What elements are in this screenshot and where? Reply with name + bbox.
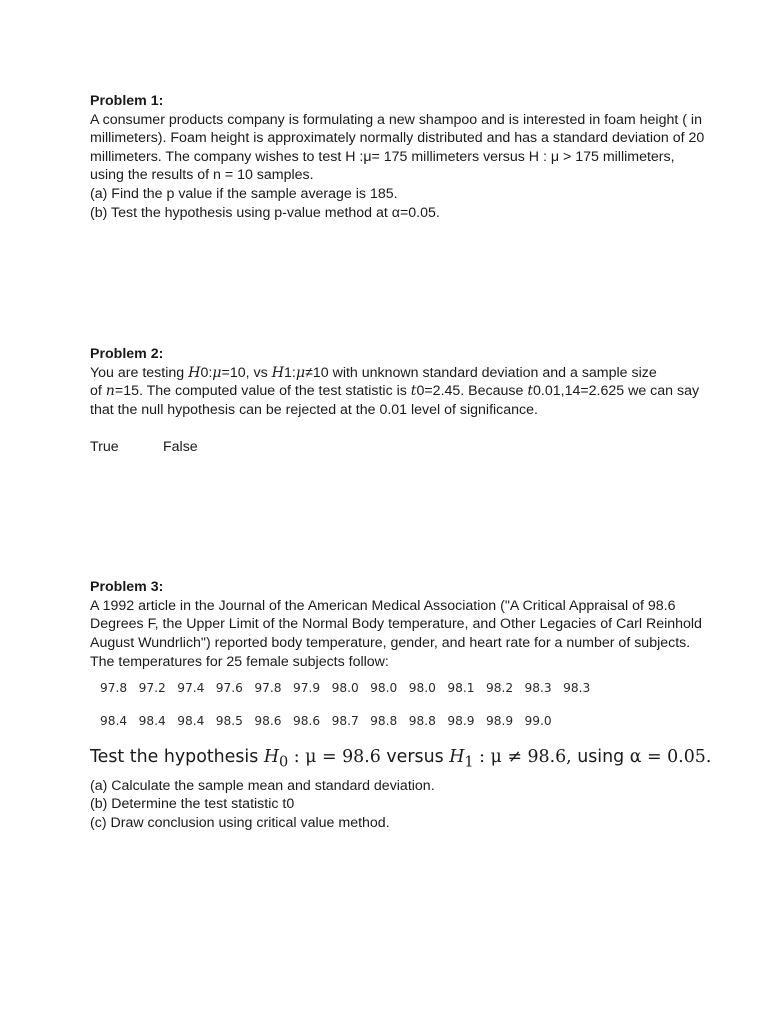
temperature-row-2 (100, 712, 750, 731)
alternative-hypothesis (449, 747, 578, 771)
math-symbol: μ (212, 364, 222, 381)
math-symbol: t (527, 383, 534, 400)
problem-3-text-line: Degrees F, the Upper Limit of the Normal Body temperature, and Other Legacies of Carl Reinhold (90, 616, 702, 633)
temperature-value: 98.5 (215, 714, 243, 729)
problem-2-title: Problem 2: (90, 346, 164, 363)
temperature-data (100, 679, 750, 731)
option-true: True (90, 438, 119, 455)
math-symbol: H (263, 747, 280, 768)
problem-2-text-line-2 (90, 382, 750, 401)
problem-1-text-line: millimeters. The company wishes to test H :μ= 175 millimeters versus H : μ > 175 millimeters, (90, 148, 675, 165)
true-false-options (90, 438, 750, 457)
temperature-value: 98.1 (447, 681, 475, 696)
temperature-value: 97.6 (215, 681, 243, 696)
problem-1-text-line: millimeters). Foam height is approximately normally distributed and has a standard deviation of 20 (90, 130, 705, 147)
temperature-value: 98.6 (292, 714, 321, 729)
problem-1-text-line: using the results of n = 10 samples. (90, 167, 314, 184)
math-symbol: H (449, 747, 465, 768)
temperature-value: 98.4 (100, 714, 128, 729)
problem-2-text-line-3: that the null hypothesis can be rejected at the 0.01 level of significance. (90, 401, 538, 418)
temperature-value: 98.8 (408, 714, 436, 729)
temperature-value: 98.7 (331, 714, 359, 729)
hypothesis-statement (90, 745, 750, 774)
temperature-value: 98.4 (138, 714, 166, 729)
temperature-row-1 (100, 679, 750, 698)
temperature-value: 99.0 (524, 714, 552, 729)
text-run: =15. The computed value of the test statistic is (114, 383, 411, 400)
temperature-value: 98.4 (177, 714, 205, 729)
text-run: 0=2.45. Because (416, 383, 528, 400)
math-subscript: 0 (279, 754, 289, 771)
math-symbol: H (188, 364, 201, 381)
text-run: using (577, 747, 630, 768)
document-page (90, 92, 750, 832)
option-false: False (163, 438, 198, 455)
math-symbol: t (410, 383, 417, 400)
problem-1-part-b: (b) Test the hypothesis using p-value method at α=0.05. (90, 204, 440, 221)
problem-3-part-a: (a) Calculate the sample mean and standard deviation. (90, 777, 435, 794)
problem-3 (90, 578, 750, 832)
problem-3-text-line: August Wundrlich") reported body temperature, gender, and heart rate for a number of subjects. (90, 634, 691, 651)
temperature-value: 98.0 (370, 681, 398, 696)
math-symbol: μ (295, 364, 306, 381)
problem-3-text-line: The temperatures for 25 female subjects follow: (90, 653, 389, 670)
null-hypothesis (263, 747, 381, 771)
problem-3-parts (90, 777, 750, 833)
temperature-value: 97.4 (177, 681, 205, 696)
math-symbol: n (105, 383, 115, 400)
problem-1-title: Problem 1: (90, 93, 164, 109)
text-run: ≠10 with unknown standard deviation and a sample size (305, 364, 657, 381)
problem-3-part-b: (b) Determine the test statistic t0 (90, 796, 295, 813)
text-run: 0: (200, 364, 213, 381)
problem-1 (90, 92, 750, 222)
temperature-value: 98.9 (485, 714, 514, 729)
temperature-value: 97.9 (292, 681, 321, 696)
math-symbol: H (271, 364, 284, 381)
text-run: Test the hypothesis (90, 747, 264, 768)
temperature-value: 98.6 (254, 714, 282, 729)
temperature-value: 98.3 (563, 681, 591, 696)
temperature-value: 97.8 (100, 681, 128, 696)
temperature-value: 97.2 (138, 681, 166, 696)
temperature-value: 97.8 (254, 681, 282, 696)
math-subscript: 1 (464, 754, 474, 771)
problem-3-text-line: A 1992 article in the Journal of the American Medical Association ("A Critical Appraisal of 98.6 (90, 597, 676, 614)
temperature-value: 98.8 (370, 714, 398, 729)
temperature-value: 98.2 (485, 681, 514, 696)
text-run: 0.01,14=2.625 we can say (533, 383, 700, 400)
text-run: =10, vs (221, 364, 272, 381)
text-run: versus (380, 747, 450, 768)
text-run: 1: (284, 364, 296, 381)
problem-1-text-line: A consumer products company is formulating a new shampoo and is interested in foam height ( in (90, 111, 702, 128)
problem-3-title: Problem 3: (90, 579, 164, 596)
text-run: You are testing (90, 364, 189, 381)
problem-3-part-c: (c) Draw conclusion using critical value method. (90, 814, 390, 831)
problem-2-text-line-1 (90, 364, 750, 383)
math-expression: : μ ≠ 98.6, (473, 747, 578, 768)
temperature-value: 98.9 (447, 714, 475, 729)
problem-2 (90, 345, 750, 456)
temperature-value: 98.3 (524, 681, 552, 696)
text-run: of (90, 383, 106, 400)
math-expression: : μ = 98.6 (288, 747, 381, 768)
temperature-value: 98.0 (408, 681, 436, 696)
temperature-value: 98.0 (331, 681, 359, 696)
significance-level: α = 0.05. (629, 747, 712, 768)
problem-1-part-a: (a) Find the p value if the sample average is 185. (90, 185, 398, 202)
